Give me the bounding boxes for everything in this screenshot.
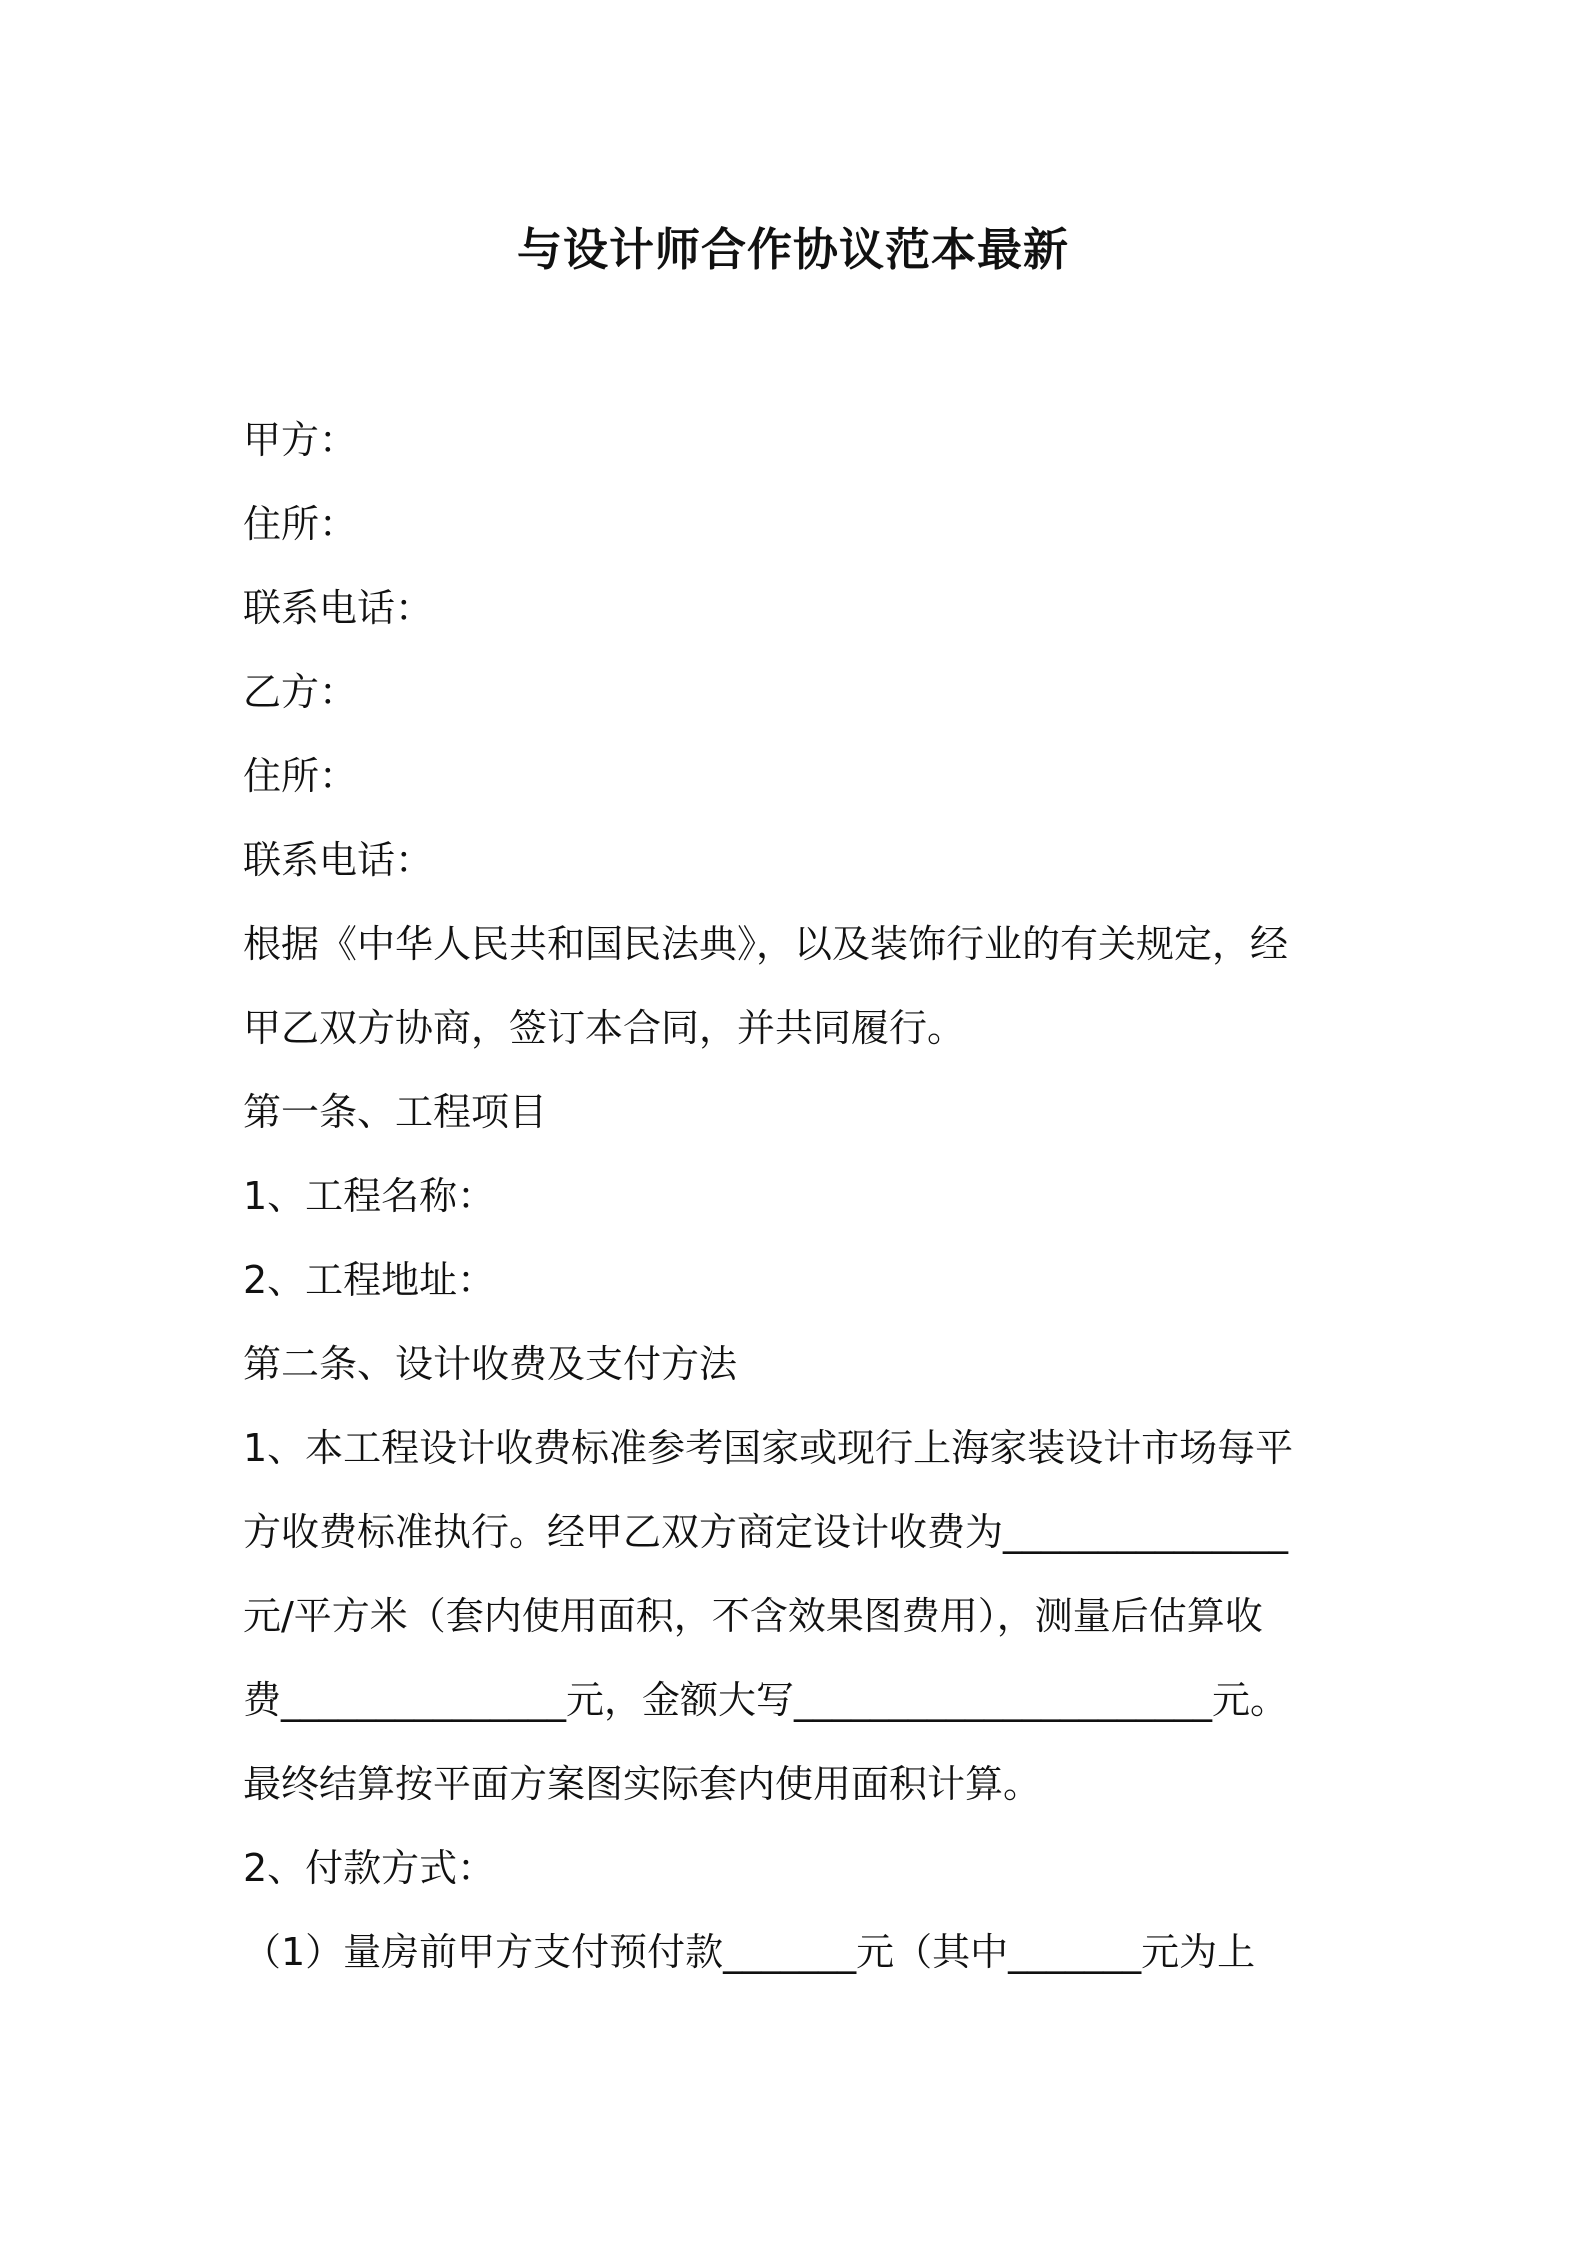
fee-clause-line-4: 费_______________元，金额大写______________________元。 — [243, 1678, 1289, 1722]
payment-method-label: 2、付款方式： — [243, 1846, 496, 1890]
party-a-label: 甲方： — [243, 418, 358, 462]
preamble-line-2: 甲乙双方协商，签订本合同，并共同履行。 — [243, 1006, 966, 1050]
party-b-address-label: 住所： — [243, 754, 358, 798]
payment-item-1: （1）量房前甲方支付预付款_______元（其中_______元为上 — [243, 1930, 1256, 1974]
document-title: 与设计师合作协议范本最新 — [516, 223, 1069, 276]
fee-clause-line-5: 最终结算按平面方案图实际套内使用面积计算。 — [243, 1762, 1042, 1806]
party-b-phone-label: 联系电话： — [243, 838, 434, 882]
project-name-label: 1、工程名称： — [243, 1174, 496, 1218]
project-address-label: 2、工程地址： — [243, 1258, 496, 1302]
party-a-address-label: 住所： — [243, 502, 358, 546]
preamble-line-1: 根据《中华人民共和国民法典》，以及装饰行业的有关规定，经 — [243, 922, 1289, 966]
article-1-heading: 第一条、工程项目 — [243, 1090, 548, 1134]
article-2-heading: 第二条、设计收费及支付方法 — [243, 1342, 738, 1386]
fee-clause-line-3: 元/平方米（套内使用面积，不含效果图费用），测量后估算收 — [243, 1594, 1263, 1638]
party-b-label: 乙方： — [243, 670, 358, 714]
party-a-phone-label: 联系电话： — [243, 586, 434, 630]
fee-clause-line-2: 方收费标准执行。经甲乙双方商定设计收费为_______________ — [243, 1510, 1289, 1554]
document-body — [243, 398, 1353, 1994]
fee-clause-line-1: 1、本工程设计收费标准参考国家或现行上海家装设计市场每平 — [243, 1426, 1294, 1470]
